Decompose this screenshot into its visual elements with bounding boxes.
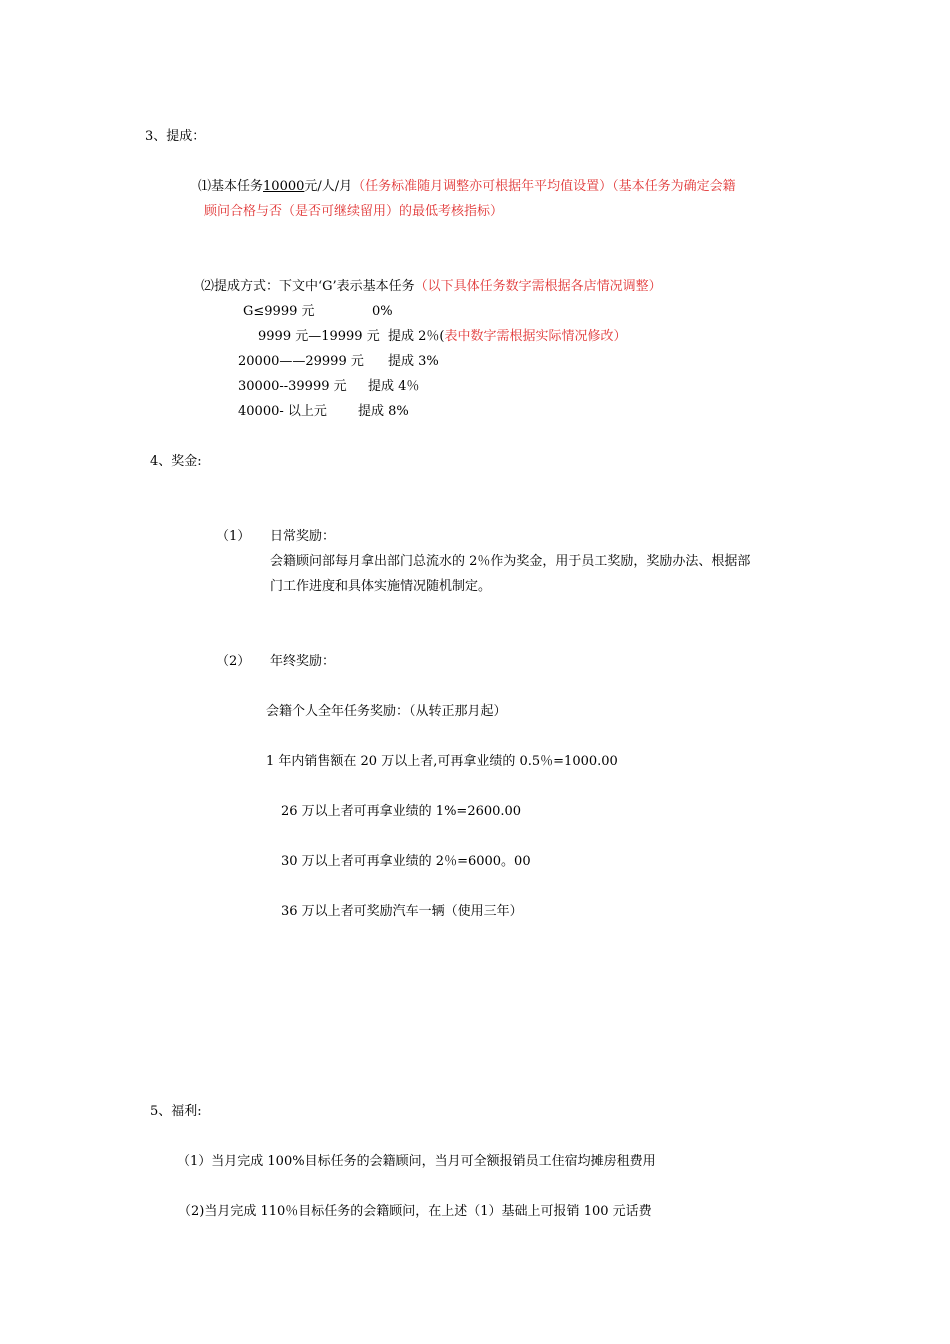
tier-range: 9999 元—19999 元 bbox=[258, 329, 380, 344]
yearend-bonus-number: （2） bbox=[216, 654, 251, 669]
base-task-label: 基本任务 bbox=[211, 179, 264, 194]
daily-bonus-number: （1） bbox=[216, 529, 251, 544]
commission-item-2 bbox=[201, 278, 662, 296]
section-5-heading: 5、福利: bbox=[150, 1104, 202, 1119]
welfare-item-1: （1）当月完成 100%目标任务的会籍顾问，当月可全额报销员工住宿均摊房租费用 bbox=[177, 1154, 656, 1169]
tier-range: G≤9999 元 bbox=[243, 304, 315, 319]
commission-method-text: 提成方式：下文中‘G’表示基本任务 bbox=[214, 279, 415, 294]
tier-rate: 提成 4％ bbox=[368, 379, 420, 394]
daily-bonus-title: 日常奖励： bbox=[270, 529, 336, 544]
tier-range: 40000- 以上元 bbox=[238, 404, 327, 419]
tier-rate: 0% bbox=[372, 304, 393, 319]
section-3-heading: 3、提成： bbox=[145, 129, 206, 144]
tier-rate-row bbox=[388, 328, 627, 346]
daily-bonus-text-continued: 门工作进度和具体实施情况随机制定。 bbox=[270, 579, 492, 594]
base-task-note: （任务标准随月调整亦可根据年平均值设置）（基本任务为确定会籍 bbox=[352, 179, 736, 194]
tier-rate: 提成 8% bbox=[358, 404, 409, 419]
tier-note: 表中数字需根据实际情况修改） bbox=[444, 329, 627, 344]
yearend-bonus-line: 26 万以上者可再拿业绩的 1%=2600.00 bbox=[281, 804, 522, 819]
yearend-bonus-title: 年终奖励： bbox=[270, 654, 336, 669]
commission-item-1 bbox=[198, 178, 736, 196]
commission-method-note: （以下具体任务数字需根据各店情况调整） bbox=[414, 279, 662, 294]
base-task-unit: 元/人/月 bbox=[304, 179, 353, 194]
yearend-bonus-line: 30 万以上者可再拿业绩的 2％=6000。00 bbox=[281, 854, 531, 869]
base-task-note-continued: 顾问合格与否（是否可继续留用）的最低考核指标） bbox=[204, 204, 504, 219]
yearend-bonus-intro: 会籍个人全年任务奖励：（从转正那月起） bbox=[266, 704, 507, 719]
welfare-item-2: （2)当月完成 110％目标任务的会籍顾问，在上述（1）基础上可报销 100 元话费 bbox=[178, 1204, 652, 1219]
item-number: ⑴ bbox=[198, 179, 212, 194]
item-number: ⑵ bbox=[201, 279, 215, 294]
yearend-bonus-line: 1 年内销售额在 20 万以上者,可再拿业绩的 0.5％=1000.00 bbox=[266, 754, 618, 769]
tier-rate: 提成 2％( bbox=[388, 329, 445, 344]
section-4-heading: 4、奖金: bbox=[150, 454, 202, 469]
tier-range: 30000--39999 元 bbox=[238, 379, 347, 394]
tier-rate: 提成 3% bbox=[388, 354, 439, 369]
yearend-bonus-line: 36 万以上者可奖励汽车一辆（使用三年） bbox=[281, 904, 523, 919]
daily-bonus-text: 会籍顾问部每月拿出部门总流水的 2％作为奖金，用于员工奖励，奖励办法、根据部 bbox=[270, 554, 751, 569]
tier-range: 20000——29999 元 bbox=[238, 354, 364, 369]
base-task-amount: 10000 bbox=[263, 179, 305, 194]
